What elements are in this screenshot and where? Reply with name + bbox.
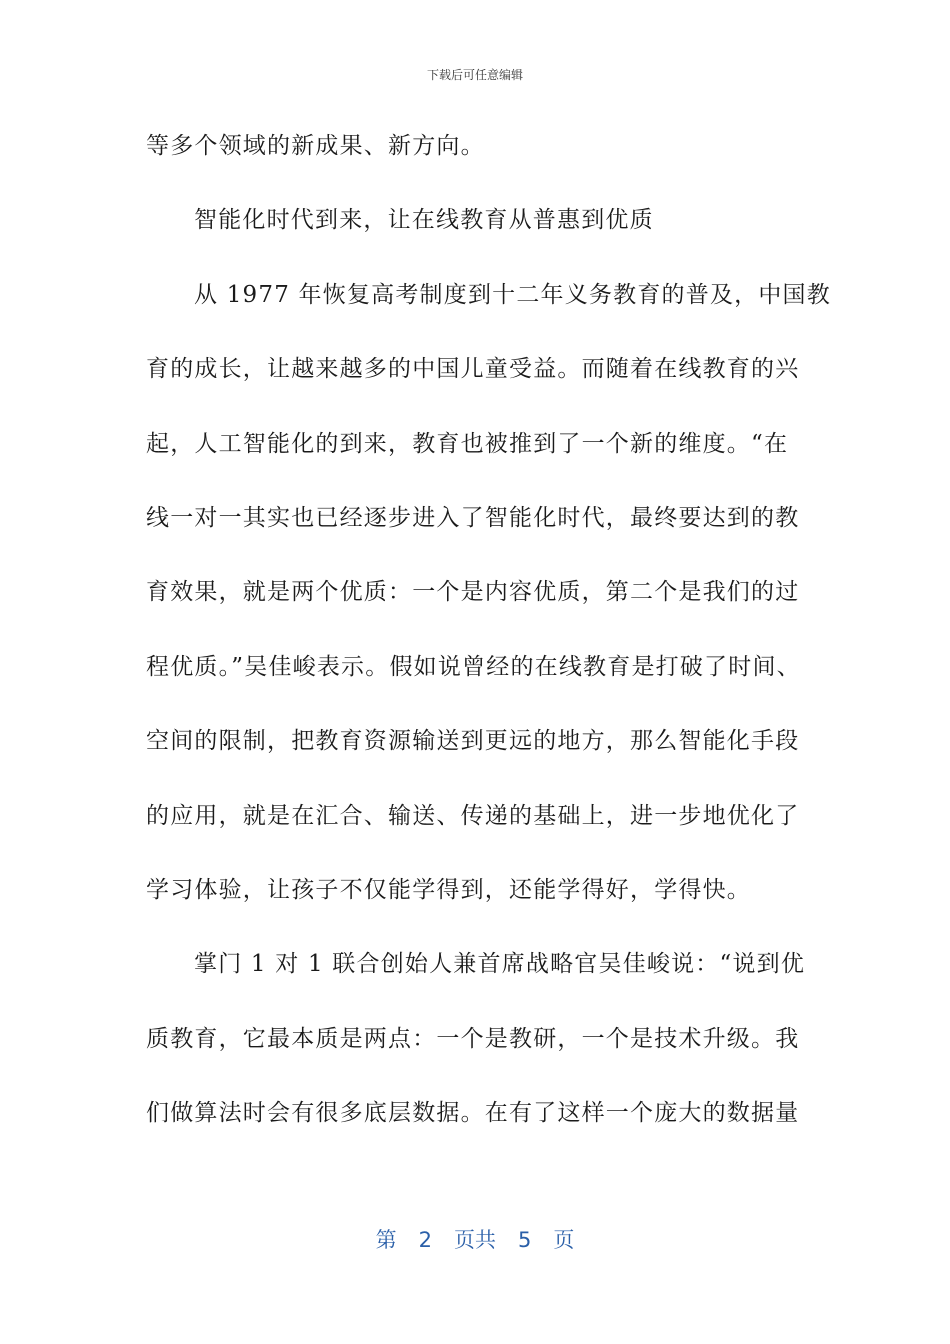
section-heading: 智能化时代到来，让在线教育从普惠到优质 (194, 207, 654, 234)
body-text (146, 123, 831, 1164)
paragraph-line: 起，人工智能化的到来，教育也被推到了一个新的维度。“在 (146, 430, 789, 457)
page-suffix: 页 (553, 1228, 575, 1252)
paragraph-line: 们做算法时会有很多底层数据。在有了这样一个庞大的数据量 (146, 1100, 800, 1127)
paragraph-line: 掌门 1 对 1 联合创始人兼首席战略官吴佳峻说：“说到优 (194, 951, 806, 978)
page-header-note: 下载后可任意编辑 (426, 68, 523, 82)
paragraph-line: 空间的限制，把教育资源输送到更远的地方，那么智能化手段 (146, 728, 800, 755)
paragraph-line: 线一对一其实也已经逐步进入了智能化时代，最终要达到的教 (146, 504, 800, 531)
paragraph-line: 程优质。”吴佳峻表示。假如说曾经的在线教育是打破了时间、 (146, 653, 801, 680)
paragraph-line: 育效果，就是两个优质：一个是内容优质，第二个是我们的过 (146, 579, 800, 606)
paragraph-line: 育的成长，让越来越多的中国儿童受益。而随着在线教育的兴 (146, 356, 800, 383)
page-prefix: 第 (375, 1228, 397, 1252)
page-total: 5 (518, 1228, 532, 1252)
paragraph-line: 从 1977 年恢复高考制度到十二年义务教育的普及，中国教 (194, 281, 831, 308)
paragraph-line: 等多个领域的新成果、新方向。 (146, 133, 485, 159)
paragraph-line: 学习体验，让孩子不仅能学得到，还能学得好，学得快。 (146, 876, 751, 903)
page-number-footer (0, 1224, 950, 1254)
paragraph-line: 的应用，就是在汇合、输送、传递的基础上，进一步地优化了 (146, 802, 800, 829)
page-mid: 页共 (454, 1228, 496, 1252)
paragraph-line: 质教育，它最本质是两点：一个是教研，一个是技术升级。我 (146, 1025, 800, 1052)
page-current: 2 (418, 1228, 432, 1252)
